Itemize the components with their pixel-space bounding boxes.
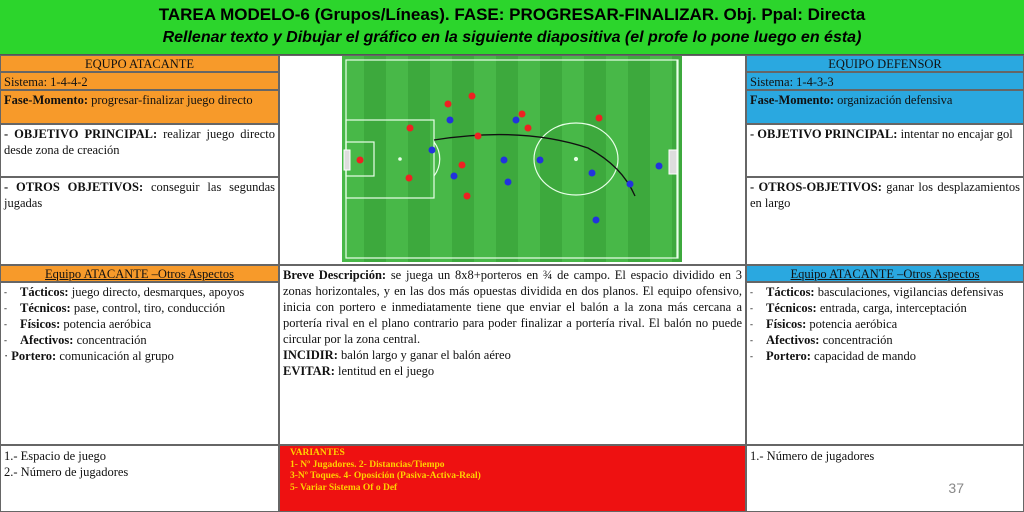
title-line-2: Rellenar texto y Dibujar el gráfico en la siguiente diapositiva (el profe lo pone luego en ésta) xyxy=(162,29,862,46)
aspect-label: Afectivos: xyxy=(20,333,74,347)
aspect-value: capacidad de mando xyxy=(810,349,917,363)
aspect-value: entrada, carga, interceptación xyxy=(816,301,967,315)
attack-aspect-item xyxy=(4,300,275,316)
attack-objetivo-value: realizar juego directo desde zona de creación xyxy=(4,127,275,157)
attack-portero: · Portero: comunicación al grupo xyxy=(4,349,174,363)
incidir-label: INCIDIR: xyxy=(283,348,338,362)
defense-aspect-item xyxy=(750,332,1020,348)
aspect-value: juego directo, desmarques, apoyos xyxy=(68,285,245,299)
description-text: se juega un 8x8+porteros en ¾ de campo. El espacio dividido en 3 zonas horizontales, y en las dos más opuestas dividida en dos planos. El equipo ofensivo, inicia con portero e inmediatamente tiene que enviar el balón a la zona más cercana a portería rival en el plano contrario para poder finalizar a portería rival. El balón no puede circular por la zona central. xyxy=(283,268,743,346)
defense-otros-value: ganar los desplazamientos en largo xyxy=(750,180,1020,210)
defense-aspect-item xyxy=(750,316,1020,332)
defense-objetivo-label: - OBJETIVO PRINCIPAL: xyxy=(750,127,898,141)
attack-aspect-item xyxy=(4,332,275,348)
attack-sistema: Sistema: 1-4-4-2 xyxy=(0,72,279,90)
attack-fase-label: Fase-Momento: xyxy=(4,93,88,107)
attack-fase xyxy=(0,90,279,124)
evitar-label: EVITAR: xyxy=(283,364,335,378)
attack-aspect-item xyxy=(4,284,275,300)
aspect-label: Afectivos: xyxy=(766,333,820,347)
aspect-label: Técnicos: xyxy=(766,301,817,315)
evitar-value: lentitud en el juego xyxy=(334,364,435,378)
title-line-1: TAREA MODELO-6 (Grupos/Líneas). FASE: PROGRESAR-FINALIZAR. Obj. Ppal: Directa xyxy=(158,5,866,24)
defense-otros-label: - OTROS-OBJETIVOS: xyxy=(750,180,882,194)
attack-aspects-header: Equipo ATACANTE –Otros Aspectos xyxy=(0,265,279,282)
defense-fase xyxy=(746,90,1024,124)
variants-title: VARIANTES xyxy=(290,448,345,458)
goal-right xyxy=(669,150,677,174)
aspect-label: Físicos: xyxy=(20,317,61,331)
aspect-label: Tácticos: xyxy=(20,285,69,299)
pitch-diagram xyxy=(342,56,682,262)
incidir-value: balón largo y ganar el balón aéreo xyxy=(337,348,511,362)
variants-line: 5- Variar Sistema Of o Def xyxy=(290,482,398,493)
defense-aspect-item xyxy=(750,300,1020,316)
aspect-value: concentración xyxy=(819,333,893,347)
defense-bottom xyxy=(746,445,1024,512)
attack-bottom-item: 2.- Número de jugadores xyxy=(4,465,129,479)
defense-objetivo xyxy=(746,124,1024,177)
attack-otros xyxy=(0,177,279,265)
attack-otros-value: conseguir las segundas jugadas xyxy=(4,180,275,210)
defense-header: EQUIPO DEFENSOR xyxy=(746,55,1024,72)
defense-sistema: Sistema: 1-4-3-3 xyxy=(746,72,1024,90)
defense-aspect-item xyxy=(750,284,1020,300)
defense-objetivo-value: intentar no encajar gol xyxy=(897,127,1013,141)
defense-fase-label: Fase-Momento: xyxy=(750,93,834,107)
defense-bottom-item: 1.- Número de jugadores xyxy=(750,449,875,463)
aspect-value: basculaciones, vigilancias defensivas xyxy=(814,285,1004,299)
defense-fase-value: organización defensiva xyxy=(834,93,953,107)
defense-aspect-item xyxy=(750,348,1020,364)
attack-aspects xyxy=(0,282,279,445)
aspect-value: concentración xyxy=(73,333,147,347)
variants-line: 1- Nº Jugadores. 2- Distancias/Tiempo xyxy=(290,459,445,470)
attack-bottom xyxy=(0,445,279,512)
defense-otros xyxy=(746,177,1024,265)
attack-aspect-item xyxy=(4,316,275,332)
portero-label: Portero: xyxy=(11,349,57,363)
attack-objetivo xyxy=(0,124,279,177)
attack-header: EQUPO ATACANTE xyxy=(0,55,279,72)
aspect-label: Portero: xyxy=(766,349,811,363)
attack-otros-label: - OTROS OBJETIVOS: xyxy=(4,180,144,194)
aspect-value: pase, control, tiro, conducción xyxy=(70,301,226,315)
page-number: 37 xyxy=(948,480,964,496)
attack-bottom-item: 1.- Espacio de juego xyxy=(4,449,107,463)
aspect-label: Técnicos: xyxy=(20,301,71,315)
attack-objetivo-label: - OBJETIVO PRINCIPAL: xyxy=(4,127,158,141)
variants-line: 3-Nº Toques. 4- Oposición (Pasiva-Activa-Real) xyxy=(290,471,481,481)
description-cell xyxy=(279,265,746,445)
description-label: Breve Descripción: xyxy=(283,268,387,282)
aspect-value: potencia aeróbica xyxy=(806,317,898,331)
slide-title xyxy=(0,0,1024,55)
goal-left xyxy=(344,150,350,170)
aspect-label: Físicos: xyxy=(766,317,807,331)
aspect-label: Tácticos: xyxy=(766,285,815,299)
portero-value: comunicación al grupo xyxy=(56,349,174,363)
attack-fase-value: progresar-finalizar juego directo xyxy=(88,93,253,107)
variants-cell xyxy=(279,445,746,512)
defense-aspects-header: Equipo ATACANTE –Otros Aspectos xyxy=(746,265,1024,282)
aspect-value: potencia aeróbica xyxy=(60,317,152,331)
defense-aspects xyxy=(746,282,1024,445)
